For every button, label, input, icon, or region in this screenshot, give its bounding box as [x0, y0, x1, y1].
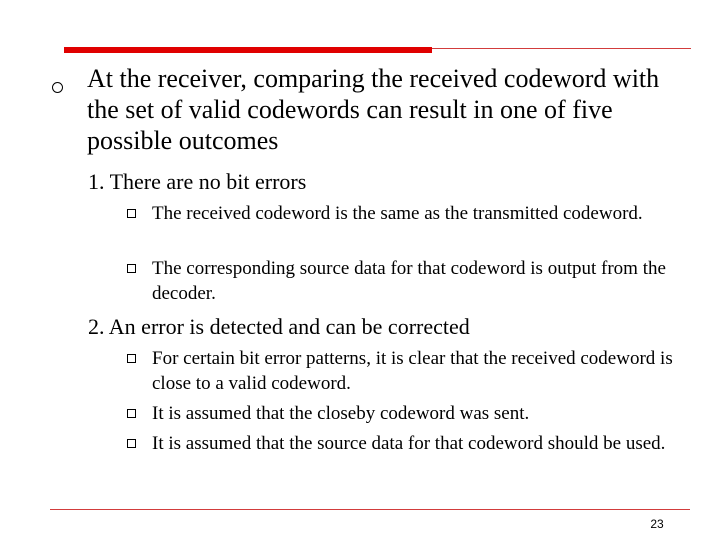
square-bullet-icon: [127, 264, 136, 273]
outcome-1-point-1: The received codeword is the same as the transmitted codeword.: [152, 203, 643, 224]
main-point-text: At the receiver, comparing the received codeword with the set of valid codewords can result in one of five possible outcomes: [87, 64, 660, 155]
square-bullet-icon: [127, 409, 136, 418]
outcome-1-heading: 1. There are no bit errors: [88, 169, 307, 194]
page-number: 23: [650, 517, 664, 531]
title-rule-thin: [432, 48, 691, 49]
outcome-1-point-2: The corresponding source data for that codeword is output from the decoder.: [152, 258, 666, 304]
circle-bullet-icon: [52, 82, 63, 93]
outcome-2-point-2: It is assumed that the closeby codeword was sent.: [152, 403, 530, 424]
square-bullet-icon: [127, 209, 136, 218]
square-bullet-icon: [127, 439, 136, 448]
outcome-2-point-3: It is assumed that the source data for that codeword should be used.: [152, 433, 666, 454]
footer-rule: [50, 509, 690, 510]
square-bullet-icon: [127, 354, 136, 363]
outcome-2-heading: 2. An error is detected and can be corrected: [88, 314, 470, 339]
outcome-2-point-1: For certain bit error patterns, it is clear that the received codeword is close to a valid codeword.: [152, 348, 673, 394]
title-rule-thick: [64, 47, 432, 53]
